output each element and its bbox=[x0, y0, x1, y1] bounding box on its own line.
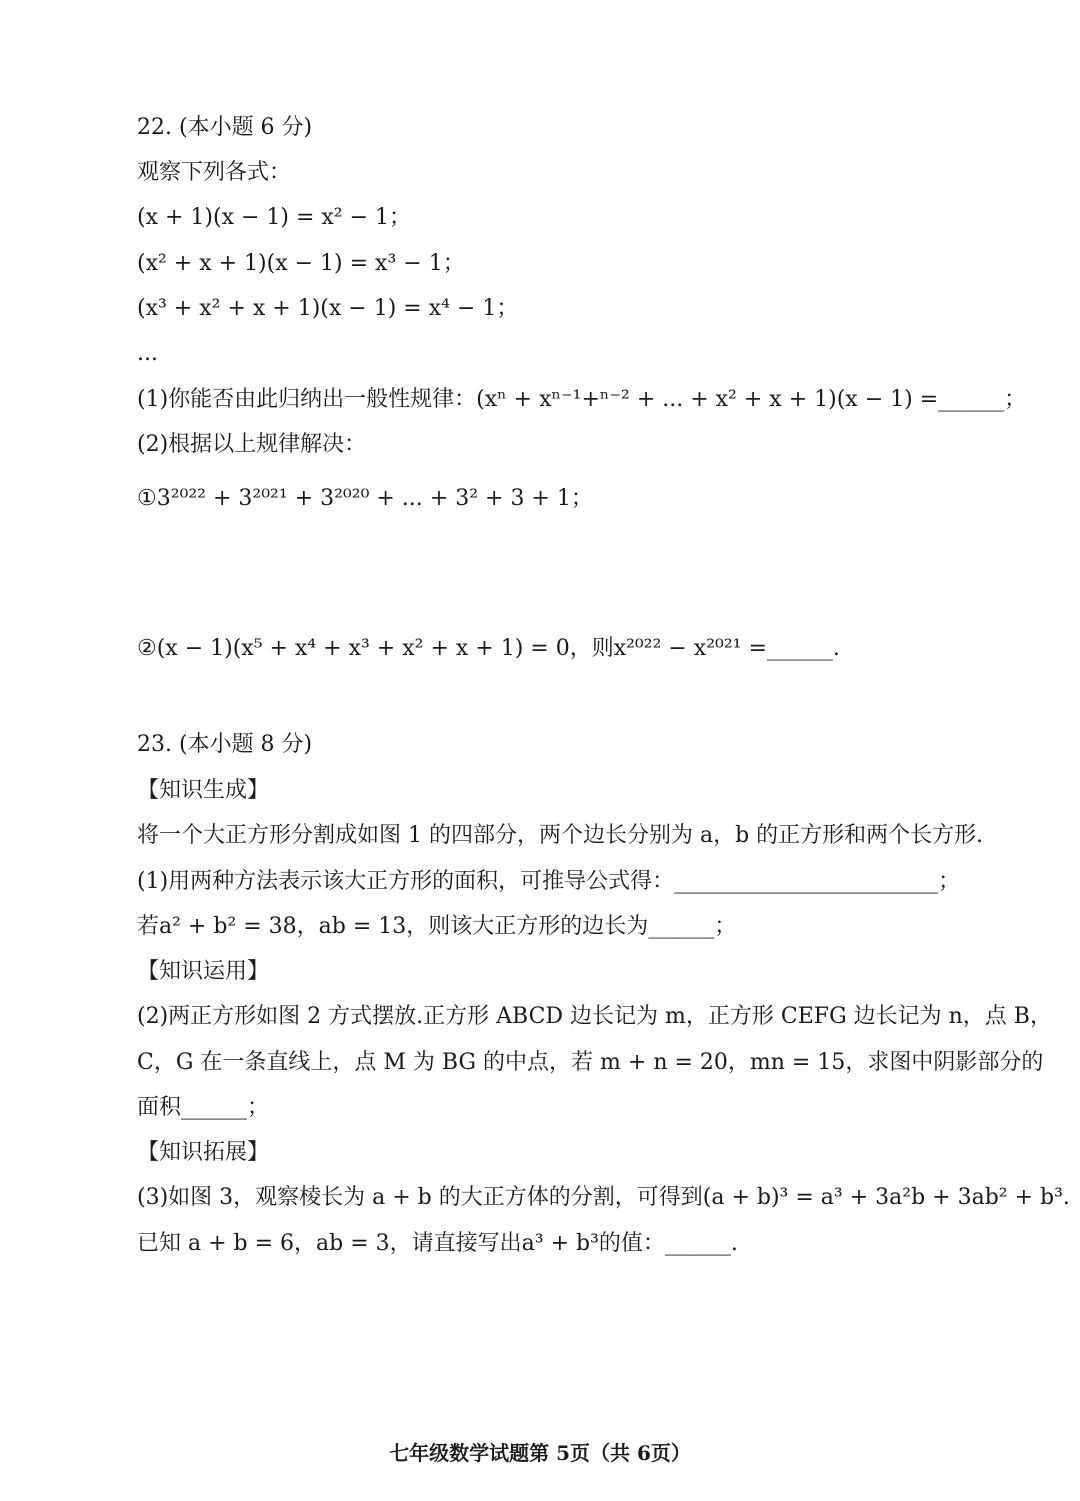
q23-part-2b: C，G 在一条直线上，点 M 为 BG 的中点，若 m + n = 20，mn = 15，求图中阴影部分的 bbox=[137, 1050, 1044, 1075]
q22-part-1: (1)你能否由此归纳出一般性规律：(xⁿ + xⁿ⁻¹+ⁿ⁻² + ... + x² + x + 1)(x − 1) =______； bbox=[137, 387, 1027, 412]
q23-part-1: (1)用两种方法表示该大正方形的面积，可推导公式得：________________________； bbox=[137, 869, 961, 894]
q23-section-knowledge-generation: 【知识生成】 bbox=[137, 778, 270, 803]
q23-part-2a: (2)两正方形如图 2 方式摆放.正方形 ABCD 边长记为 m，正方形 CEFG 边长记为 n，点 B， bbox=[137, 1004, 1052, 1029]
q23-text-1: 将一个大正方形分割成如图 1 的四部分，两个边长分别为 a，b 的正方形和两个长方形. bbox=[137, 823, 984, 848]
q23-part-3b: 已知 a + b = 6，ab = 3，请直接写出a³ + b³的值：______. bbox=[137, 1231, 738, 1256]
q22-intro: 观察下列各式： bbox=[137, 160, 292, 185]
q22-header: 22. (本小题 6 分) bbox=[137, 115, 313, 140]
q23-part-1b: 若a² + b² = 38，ab = 13，则该大正方形的边长为______； bbox=[137, 914, 737, 939]
q23-section-knowledge-extension: 【知识拓展】 bbox=[137, 1140, 270, 1165]
q22-equation-1: (x + 1)(x − 1) = x² − 1； bbox=[137, 205, 412, 230]
q22-equation-3: (x³ + x² + x + 1)(x − 1) = x⁴ − 1； bbox=[137, 296, 519, 321]
q23-part-3a: (3)如图 3，观察棱长为 a + b 的大正方体的分割，可得到(a + b)³ = a³ + 3a²b + 3ab² + b³. bbox=[137, 1185, 1070, 1210]
q22-part-2: (2)根据以上规律解决： bbox=[137, 432, 367, 457]
q23-header: 23. (本小题 8 分) bbox=[137, 732, 313, 757]
q22-sub-2: ②(x − 1)(x⁵ + x⁴ + x³ + x² + x + 1) = 0，则x²⁰²² − x²⁰²¹ =______. bbox=[137, 636, 840, 661]
q22-ellipsis: ... bbox=[137, 341, 158, 366]
q22-sub-1: ①3²⁰²² + 3²⁰²¹ + 3²⁰²⁰ + ... + 3² + 3 + 1； bbox=[137, 486, 593, 511]
q22-equation-2: (x² + x + 1)(x − 1) = x³ − 1； bbox=[137, 251, 465, 276]
q23-section-knowledge-application: 【知识运用】 bbox=[137, 959, 270, 984]
page-footer: 七年级数学试题第 5页（共 6页） bbox=[389, 1441, 691, 1465]
q23-part-2c: 面积______； bbox=[137, 1095, 270, 1120]
